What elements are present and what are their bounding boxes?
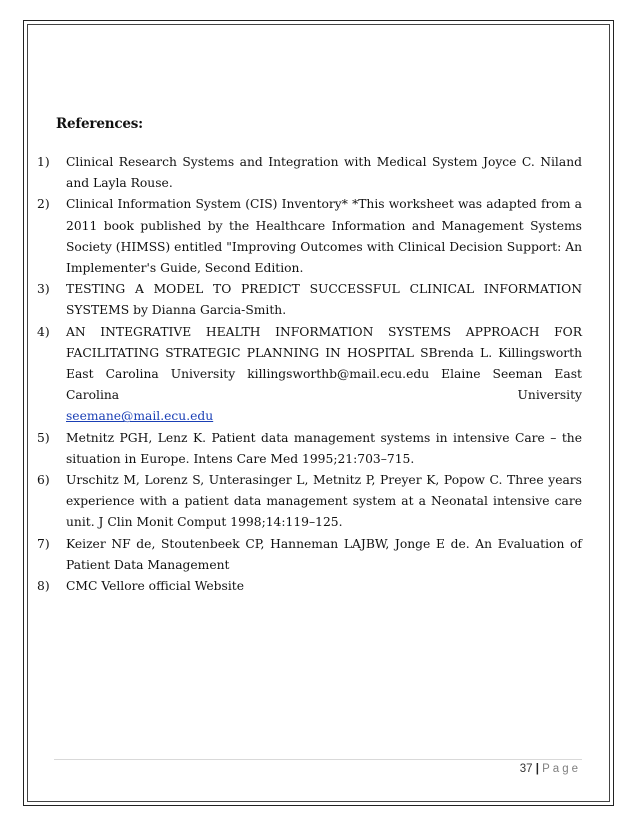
reference-item-4-email: [37, 406, 582, 427]
references-list: [37, 152, 582, 597]
reference-number: 3): [37, 282, 50, 297]
reference-text: Keizer NF de, Stoutenbeek CP, Hanneman LAJBW, Jonge E de. An Evaluation of Patient Data Management: [66, 536, 582, 572]
reference-item-3: [37, 279, 582, 321]
reference-item-8: [37, 576, 582, 597]
reference-item-1: [37, 152, 582, 194]
reference-item-7: [37, 534, 582, 576]
reference-number: 5): [37, 430, 50, 445]
references-heading: References:: [56, 116, 143, 132]
reference-number: 8): [37, 579, 50, 594]
reference-number: 7): [37, 536, 50, 551]
reference-text: TESTING A MODEL TO PREDICT SUCCESSFUL CLINICAL INFORMATION SYSTEMS by Dianna Garcia-Smith.: [66, 282, 582, 318]
reference-number: 4): [37, 324, 50, 339]
footer-separator: |: [535, 763, 539, 775]
reference-text: Clinical Information System (CIS) Inventory* *This worksheet was adapted from a 2011 book published by the Healthcare Information and Management Systems Society (HIMSS) entitled "Improving Outcomes with Clinical Decision Support: An Implementer's Guide, Second Edition.: [66, 197, 582, 276]
reference-number: 2): [37, 197, 50, 212]
email-link[interactable]: seemane@mail.ecu.edu: [66, 409, 214, 424]
reference-text: Clinical Research Systems and Integration with Medical System Joyce C. Niland and Layla Rouse.: [66, 155, 582, 191]
reference-item-4: [37, 322, 582, 407]
reference-text: AN INTEGRATIVE HEALTH INFORMATION SYSTEMS APPROACH FOR FACILITATING STRATEGIC PLANNING IN HOSPITAL SBrenda L. Killingsworth East Carolina University killingsworthb@mail.ecu.edu Elaine Seeman East Carolina University: [66, 324, 582, 403]
page-number: 37: [519, 763, 533, 775]
reference-text: Metnitz PGH, Lenz K. Patient data management systems in intensive Care – the situation in Europe. Intens Care Med 1995;21:703–715.: [66, 430, 582, 466]
footer-divider: [54, 759, 582, 760]
reference-number: 6): [37, 473, 50, 488]
reference-item-6: [37, 470, 582, 534]
reference-text: CMC Vellore official Website: [66, 579, 244, 594]
page-word: Page: [542, 763, 581, 775]
page-footer: [520, 763, 581, 775]
reference-number: 1): [37, 155, 50, 169]
reference-item-2: [37, 194, 582, 279]
reference-item-5: [37, 428, 582, 470]
reference-text: Urschitz M, Lorenz S, Unterasinger L, Metnitz P, Preyer K, Popow C. Three years experience with a patient data management system at a Neonatal intensive care unit. J Clin Monit Comput 1998;14:119–125.: [66, 473, 582, 530]
